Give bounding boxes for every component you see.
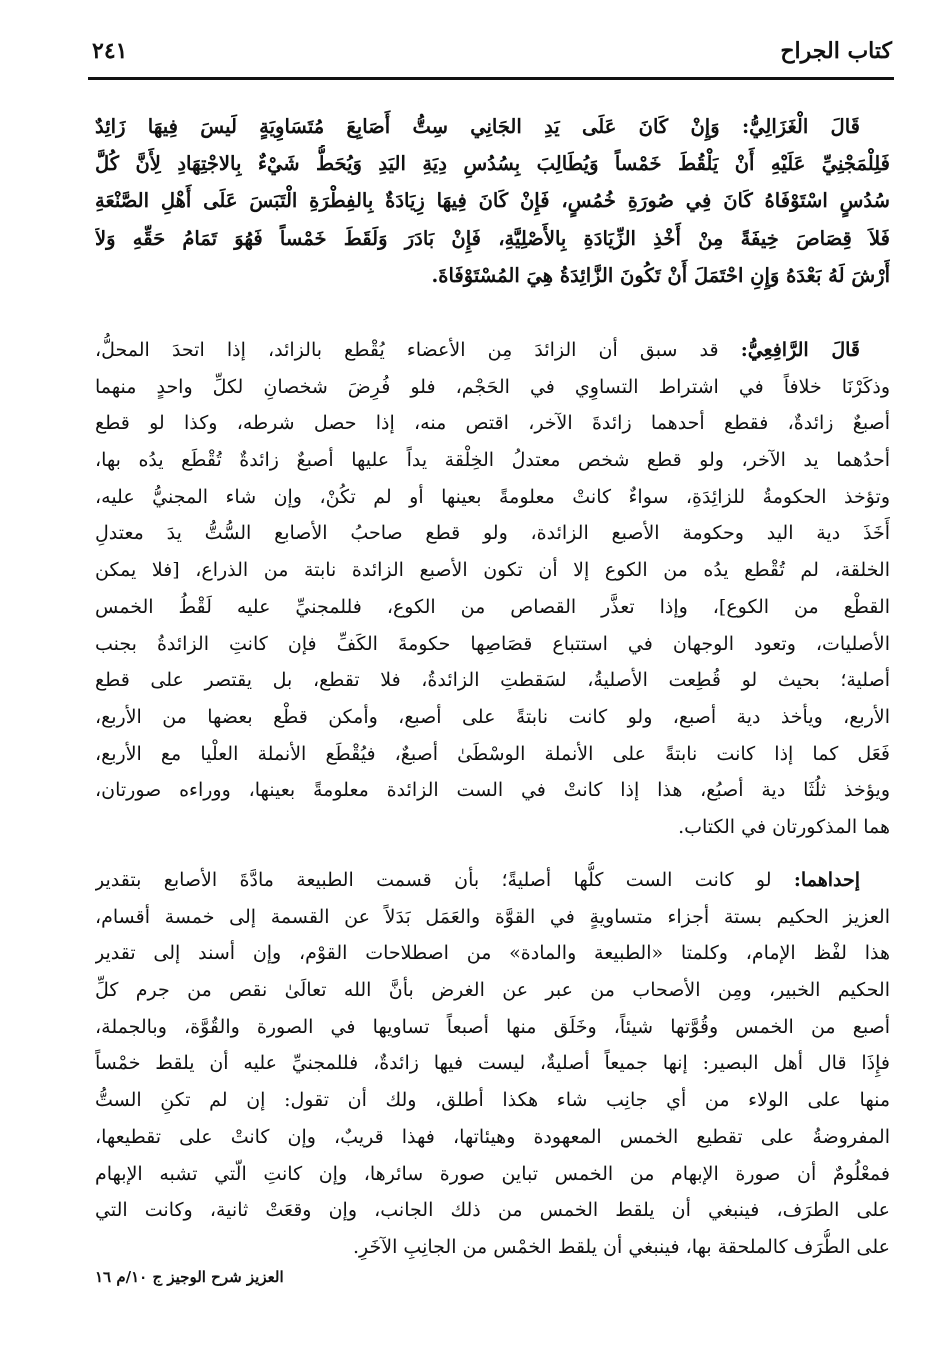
line-text: أَرْشَ لَهُ بَعْدَهُ وَإِنِ احْتَمَلَ أَنْ تَكُونَ الزَّائِدَةُ هِيَ المُسْتَوْفَاةَ.: [431, 263, 890, 287]
speaker-label: قَالَ الْغَزَالِيُّ:: [741, 115, 860, 138]
text-line: [95, 662, 890, 699]
text-line: [95, 1045, 890, 1082]
text-line: [95, 332, 890, 369]
line-text: وذكَرْنَا خلافاً في اشتراط التساوِي في الحَجْم، فلو فُرِضَ شخصانِ لكلِّ واحدٍ منهما: [95, 375, 890, 398]
text-line: [95, 589, 890, 626]
header-rule: [88, 77, 894, 80]
line-text: ويؤخذ ثلُثَا دية أصبُع، هذا إذا كانتْ في الست الزائدة معلومةً بعينها، ووراءه صورتان،: [95, 779, 890, 802]
text-line: [95, 1119, 890, 1156]
text-line: [95, 935, 890, 972]
text-line: [95, 1082, 890, 1119]
text-line: [95, 145, 890, 182]
line-text: أصبع من الخمس وقُوَّتها شيئاً، وخَلَق منها أصبعاً تساويها في الصورة والقُوَّة، وبالجملة،: [95, 1015, 890, 1038]
text-line: [95, 479, 890, 516]
line-text: فَلِلْمَجْنِيِّ عَلَيْهِ أَنْ يَلْقُطَ خَمْساً وَيُطَالِبَ بِسُدُسِ دِيَةِ اليَدِ وَيُحَطُّ شَيْءٌ بِالاجْتِهَادِ لِأَنَّ كُلَّ: [95, 152, 890, 176]
text-line: [95, 405, 890, 442]
line-text: الأربع، ويأخذ دية أصبع، ولو كانت نابتةً على أصبع، وأمكن قطْع بعضها من الأربع،: [95, 705, 890, 728]
text-line: [95, 772, 890, 809]
line-text: قد سبق أن الزائدَ مِن الأعضاء يُقْطع بالزائد، إذا اتحدَ المحلُّ،: [95, 339, 719, 361]
text-line: [95, 699, 890, 736]
line-text: فَلاَ قِصَاصَ خِيفَةً مِنْ أَخْذِ الزِّيَادَةِ بِالأَصْلِيَّةِ، فَإِنْ بَادَرَ وَلَقَطَ خَمْساً فَهُوَ تَمَامُ حَقِّهِ وَلاَ: [95, 226, 890, 250]
line-text: أصبعٌ زائدةٌ، فقطع أحدهما زائدةَ الآخر، اقتص منه، إذا حصل شرطه، وكذا لو قطع: [95, 412, 890, 435]
line-text: الأصليات، وتعود الوجهان في استتباع قصَاصِها حكومةَ الكَفِّ فإن كانتِ الزائدةُ بجنب: [95, 632, 890, 655]
line-text: العزيز الحكيم بستة أجزاء متساويةٍ في القوَّة والعَمَل بَدَلاً عن القسمة إلى خمسة أقسام،: [95, 905, 890, 928]
text-line: [95, 1192, 890, 1229]
text-line: [95, 899, 890, 936]
line-text: فَعَل كما إذا كانت نابتةً على الأنملة الوسْطَىٰ أصبعٌ، فيُقْطَع الأنملة العلْيا مع الأربع،: [95, 742, 890, 765]
footer-signature: العزيز شرح الوجيز ج ١٠/م ١٦: [95, 1268, 284, 1286]
text-line: [95, 862, 890, 899]
line-text: وتؤخذ الحكومةُ للزائِدَةِ، سواءٌ كانتْ معلومةً بعينها أو لم تكُنْ، وإن شاء المجنيُّ عليه،: [95, 485, 890, 508]
line-text: وَإِنْ كَانَ عَلَى يَدِ الجَانِي سِتُّ أَصَابِعَ مُتَسَاوِيَةٍ لَيسَ فِيهَا زَائِدٌ: [95, 115, 720, 138]
text-line: [95, 182, 890, 219]
running-header: [92, 38, 892, 68]
line-text: منها على الولاء من أي جانِب شاء هكذا أطلق، ولك أن تقول: إن لم تكنِ الستُّ: [95, 1089, 890, 1112]
chapter-title: كتاب الجراح: [780, 38, 892, 64]
text-line: [95, 220, 890, 257]
line-text: فإِذَا قال أهل البصير: إنها جميعاً أصليةٌ، ليست فيها زائدةٌ، فللمجنيِّ عليه أن يلقط خمْساً: [95, 1052, 890, 1075]
text-line: [95, 972, 890, 1009]
text-line: [95, 369, 890, 406]
text-line: [95, 1229, 890, 1266]
line-text: هذا لفْظ الإمام، وكلمتا «الطبيعة والمادة» من اصطلاحات القوْم، وإن أسند إلى تقدير: [95, 942, 890, 965]
page-number: ٢٤١: [92, 38, 128, 64]
text-line: [95, 515, 890, 552]
text-line: [95, 257, 890, 294]
line-text: على الطرَف، فينبغي أن يلقط الخمس من ذلك الجانب، وإن وقعَتْ ثانية، وكانت التي: [95, 1199, 890, 1222]
speaker-label: إحداهما:: [793, 869, 860, 891]
text-line: [95, 626, 890, 663]
line-text: المفروضةُ على تقطيع الخمس المعهودة وهيئاتها، فهذا قريبٌ، وإن كانتْ على تقطيعها،: [95, 1125, 890, 1148]
line-text: القطْع من الكوع]، وإذا تعذَّر القصاص من الكوع، فللمجنيِّ عليه لَقْطُ الخمس: [95, 595, 890, 618]
text-line: [95, 108, 890, 145]
text-line: [95, 1156, 890, 1193]
line-text: أَخَذَ دية اليد وحكومة الأصبع الزائدة، ولو قطع صاحبُ الأصابع السُّتُّ يدَ معتدلِ: [95, 522, 890, 545]
line-text: فمعْلُومٌ أن صورة الإبهام من الخمس تباين صورة سائرها، وإن كانتِ الّتي تشبه الإبهام: [95, 1162, 890, 1185]
line-text: سُدُسٍ اسْتَوْفَاهُ كَانَ فِي صُورَةِ خُمُسٍ، فَإِنْ كَانَ فِيهَا زِيَادَةٌ بِالفِطْرَةِ الْتَبَسَ عَلَى أَهْلِ الصَّنْعَةِ: [95, 189, 890, 213]
text-line: [95, 552, 890, 589]
line-text: هما المذكورتان في الكتاب.: [678, 815, 890, 838]
text-line: [95, 1009, 890, 1046]
text-line: [95, 809, 890, 846]
line-text: أصلية؛ بحيث لو قُطِعت الأصليةُ، لسَقطتِ الزائدةُ، فلا تقطع، بل يقتصر على قطع: [95, 669, 890, 692]
first-case-paragraph: [95, 862, 890, 1266]
line-text: لو كانت الست كلُّها أصليةً؛ بأن قسمت الطبيعة مادَّةَ الأصابع بتقدير: [95, 869, 772, 891]
line-text: على الطُّرَف كالملحقة بها، فينبغي أن يلقط الخمْس من الجانِبِ الآخَرِ.: [353, 1235, 890, 1258]
line-text: الخلقة، لم تُقْطع يدُه من الكوع إلا أن تكون الأصبع الزائدة نابتة من الذراع، [فلا يمكن: [95, 559, 890, 582]
text-line: [95, 736, 890, 773]
text-line: [95, 442, 890, 479]
line-text: أحدُهما يد الآخر، ولو قطع شخص معتدلُ الخِلْقة يداً عليها أصبعٌ زائدةٌ تُقْطَع يدُه بها،: [95, 449, 890, 472]
rafii-commentary: [95, 332, 890, 846]
ghazali-text: [95, 108, 890, 294]
line-text: الحكيم الخبير، ومِن الأصحاب من عبر عن الغرض بأنَّ الله تعالَىٰ نقص من جرم كلِّ: [95, 979, 890, 1002]
speaker-label: قَالَ الرَّافِعِيُّ:: [740, 339, 860, 361]
